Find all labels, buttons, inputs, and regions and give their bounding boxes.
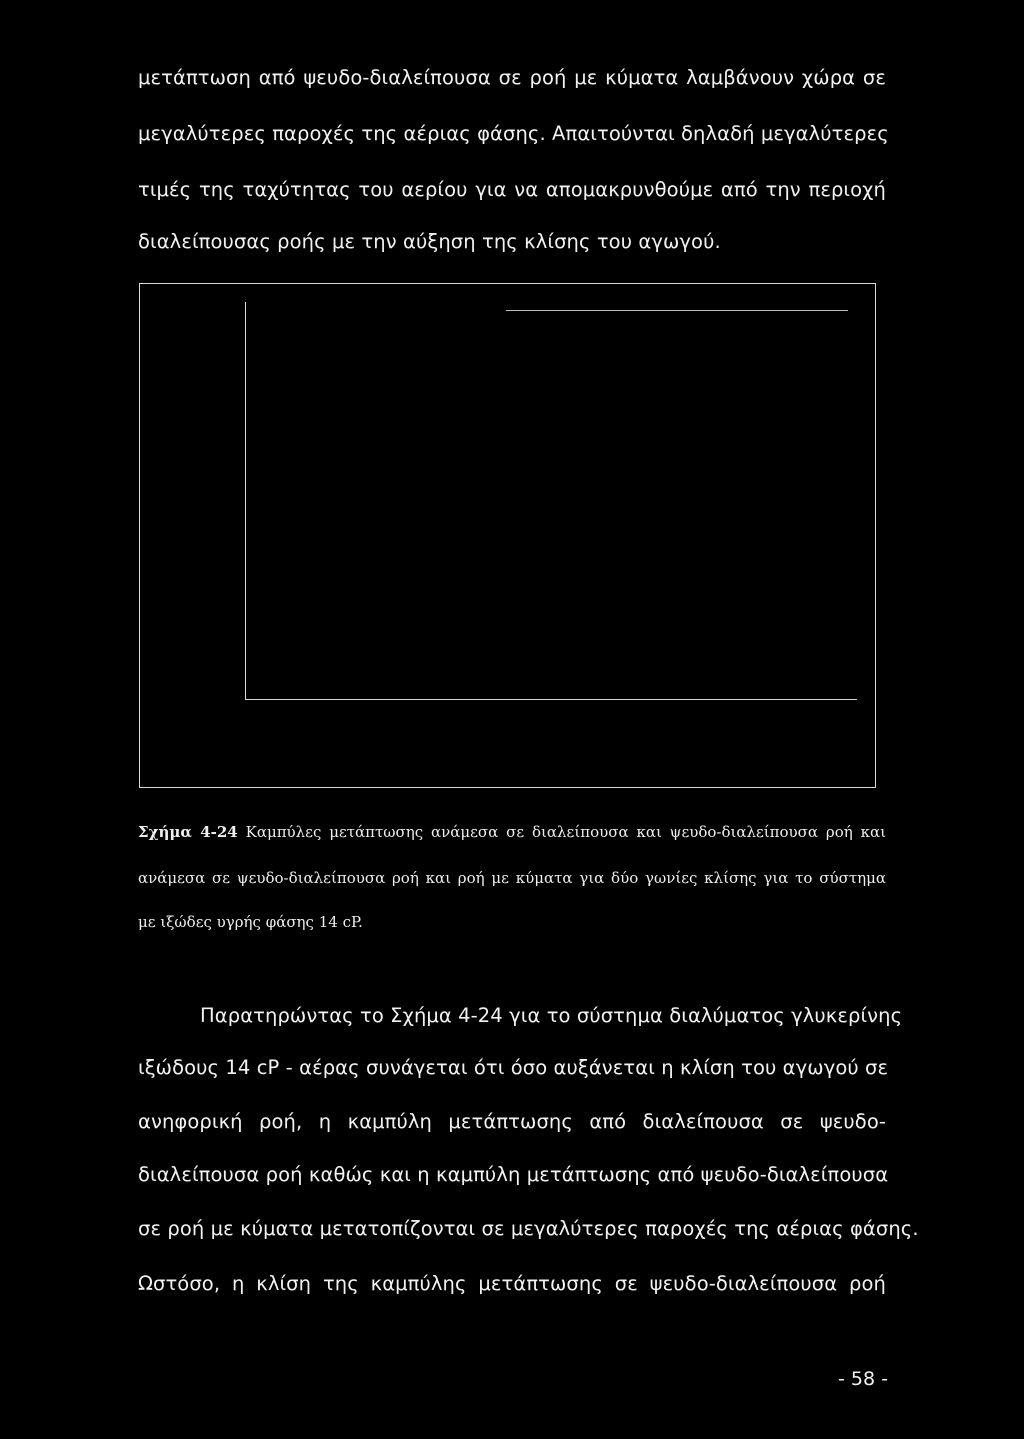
caption-label: Σχήμα 4-24 (138, 823, 238, 841)
text-line: διαλείπουσα ροή καθώς και η καμπύλη μετάπτωσης από ψευδο-διαλείπουσα (138, 1163, 889, 1186)
text-line: τιμές της ταχύτητας του αερίου για να απομακρυνθούμε από την περιοχή (138, 178, 886, 201)
caption-line: με ιξώδες υγρής φάσης 14 cP. (138, 913, 363, 931)
caption-text: Καμπύλες μετάπτωσης ανάμεσα σε διαλείπουσα και ψευδο-διαλείπουσα ροή και (245, 823, 886, 841)
text-line: Παρατηρώντας το Σχήμα 4-24 για το σύστημα διαλύματος γλυκερίνης (200, 1004, 903, 1027)
plot-area (245, 302, 857, 700)
legend-line (506, 310, 848, 311)
caption-line (138, 822, 886, 842)
text-line: ανηφορική ροή, η καμπύλη μετάπτωσης από διαλείπουσα σε ψευδο- (138, 1110, 886, 1133)
text-line: σε ροή με κύματα μετατοπίζονται σε μεγαλύτερες παροχές της αέριας φάσης. (138, 1217, 919, 1240)
figure-frame (139, 283, 876, 788)
caption-line: ανάμεσα σε ψευδο-διαλείπουσα ροή και ροή με κύματα για δύο γωνίες κλίσης για το σύστημα (138, 869, 886, 887)
text-line: Ωστόσο, η κλίση της καμπύλης μετάπτωσης σε ψευδο-διαλείπουσα ροή (138, 1272, 886, 1295)
text-line: μεγαλύτερες παροχές της αέριας φάσης. Απαιτούνται δηλαδή μεγαλύτερες (138, 122, 889, 145)
page-number: - 58 - (838, 1368, 888, 1390)
text-line: ιξώδους 14 cP - αέρας συνάγεται ότι όσο αυξάνεται η κλίση του αγωγού σε (138, 1056, 889, 1079)
text-line: διαλείπουσας ροής με την αύξηση της κλίσης του αγωγού. (138, 230, 721, 253)
text-line: μετάπτωση από ψευδο-διαλείπουσα σε ροή με κύματα λαμβάνουν χώρα σε (138, 66, 886, 89)
